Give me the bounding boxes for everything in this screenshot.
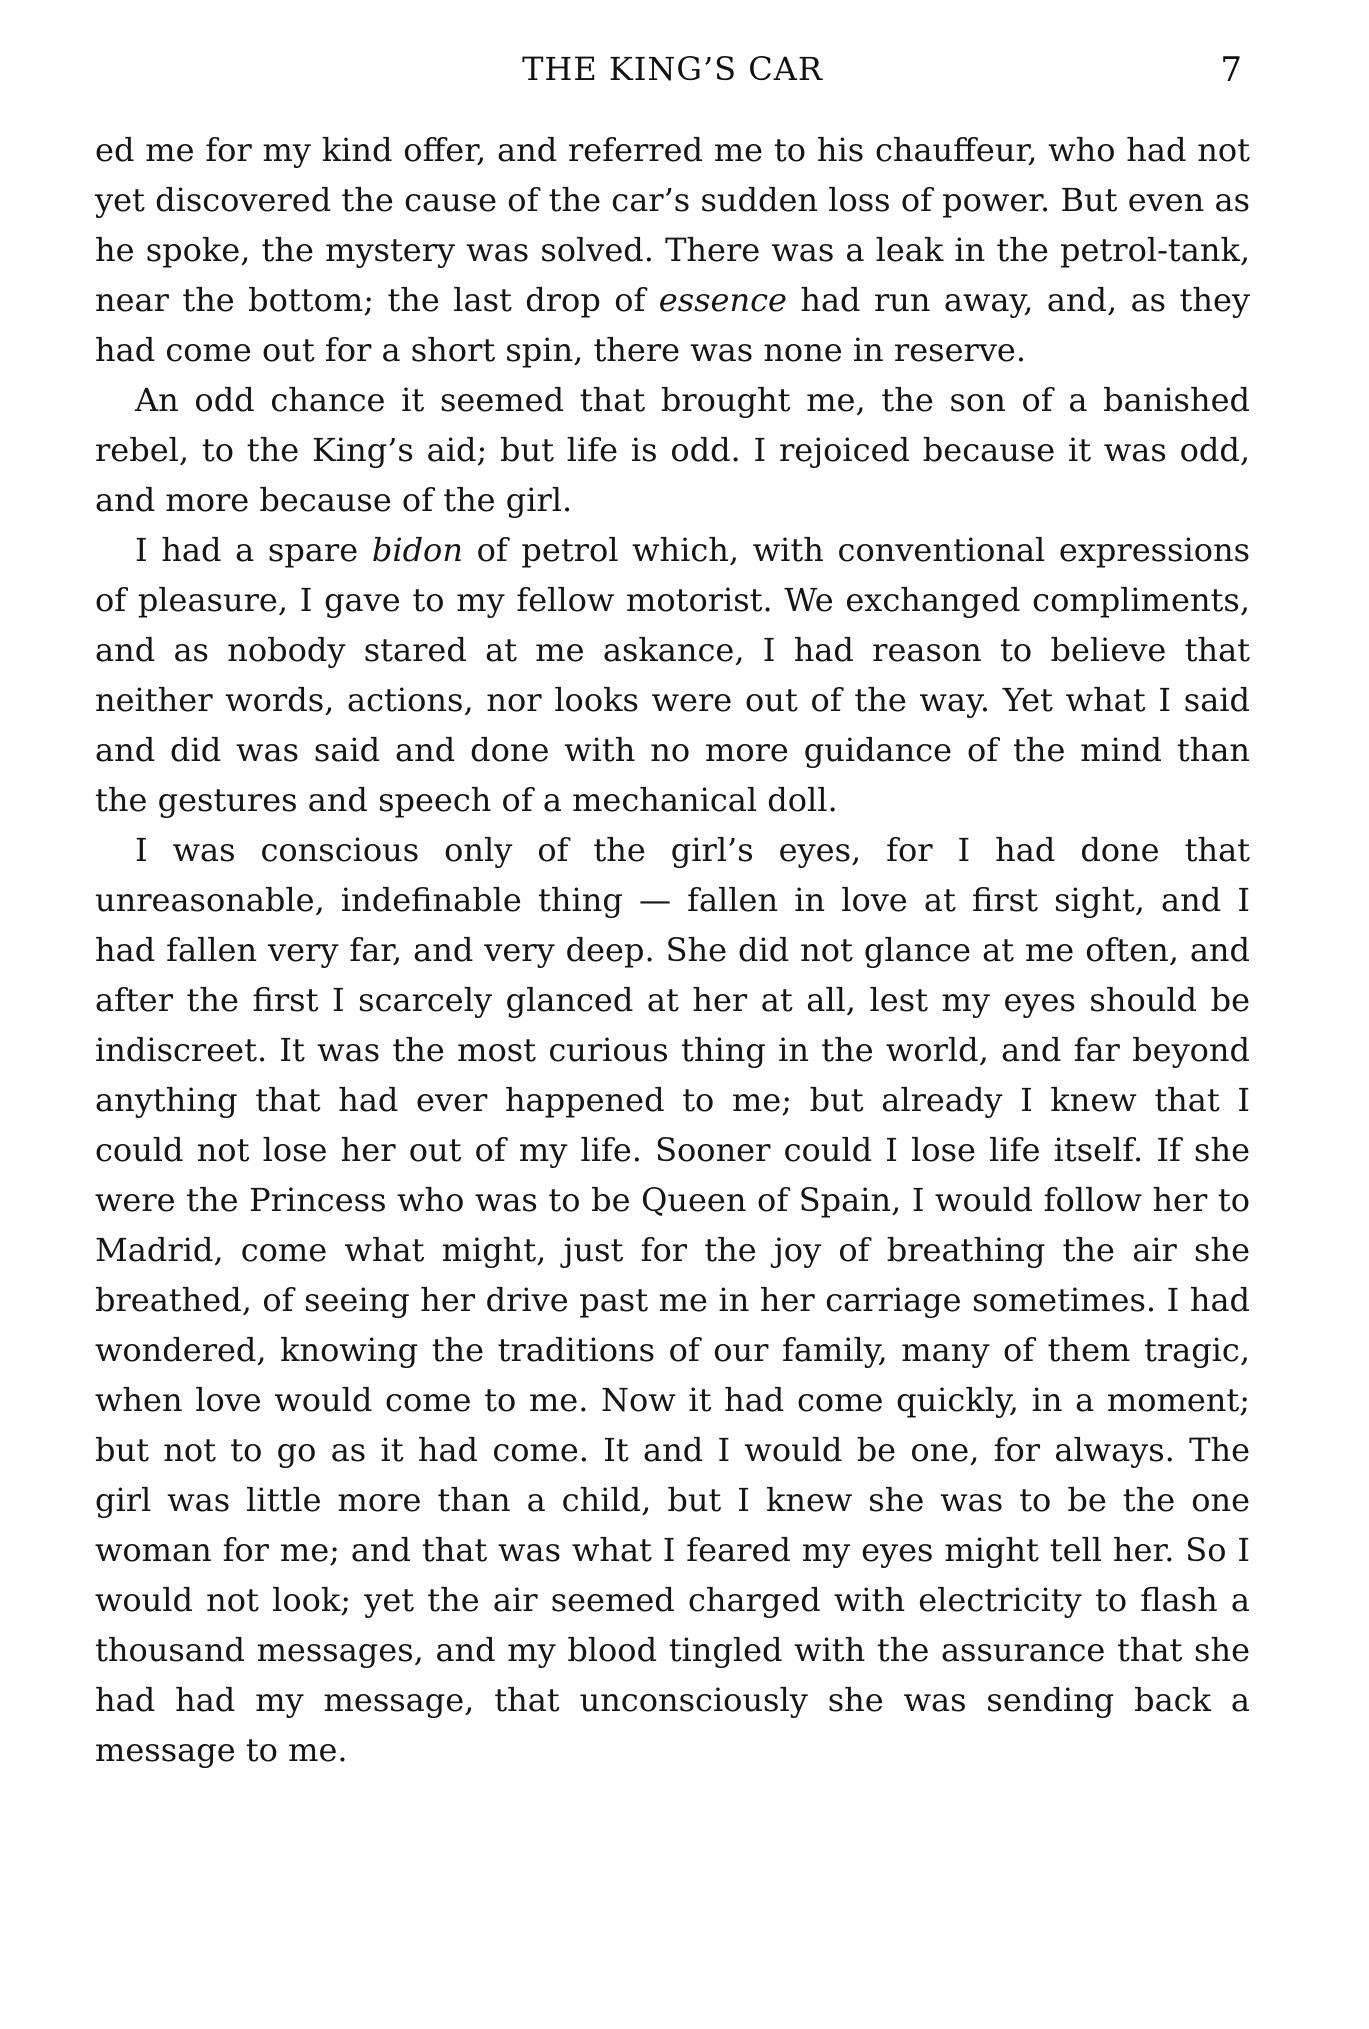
running-head: THE KING’S CAR [522, 50, 823, 88]
body-text [95, 125, 1250, 1775]
page-number: 7 [1220, 50, 1242, 90]
italic-word-bidon: bidon [371, 531, 463, 569]
paragraph-4: I was conscious only of the girl’s eyes, for I had done that unreasonable, indefinable thing — fallen in love at first sight, and I had fallen very far, and very deep. She did not glance at me often, and after the first I scarcely glanced at her at all, lest my eyes should be indiscreet. It was the most curious thing in the world, and far beyond anything that had ever happened to me; but already I knew that I could not lose her out of my life. Sooner could I lose life itself. If she were the Princess who was to be Queen of Spain, I would follow her to Madrid, come what might, just for the joy of breathing the air she breathed, of seeing her drive past me in her carriage sometimes. I had wondered, knowing the traditions of our family, many of them tragic, when love would come to me. Now it had come quickly, in a moment; but not to go as it had come. It and I would be one, for always. The girl was little more than a child, but I knew she was to be the one woman for me; and that was what I feared my eyes might tell her. So I would not look; yet the air seemed charged with electricity to flash a thousand messages, and my blood tingled with the assurance that she had had my message, that unconsciously she was sending back a message to me. [95, 831, 1250, 1769]
paragraph-1-text-a: ed me for my kind offer, and referred me to his chauffeur, who had not yet discovered the cause of the car’s sudden loss of power. But even as he spoke, the mystery was solved. There was a leak in the petrol-tank, near the bottom; the last drop of [95, 131, 1250, 319]
page-header [95, 50, 1250, 100]
paragraph-3-text-a: I had a spare [135, 531, 372, 569]
paragraph-3-text-b: of petrol which, with conventional expressions of pleasure, I gave to my fellow motorist. We exchanged compliments, and as nobody stared at me askance, I had reason to believe that neither words, actions, nor looks were out of the way. Yet what I said and did was said and done with no more guidance of the mind than the gestures and speech of a mechanical doll. [95, 531, 1251, 819]
paragraph-3 [95, 525, 1250, 825]
italic-word-essence: essence [658, 281, 787, 319]
paragraph-1-text-b: had run away, and, as they had come out for a short spin, there was none in reserve. [95, 281, 1251, 369]
paragraph-2: An odd chance it seemed that brought me, the son of a banished rebel, to the King’s aid; but life is odd. I rejoiced because it was odd, and more because of the girl. [95, 381, 1250, 519]
paragraph-1 [95, 125, 1250, 375]
